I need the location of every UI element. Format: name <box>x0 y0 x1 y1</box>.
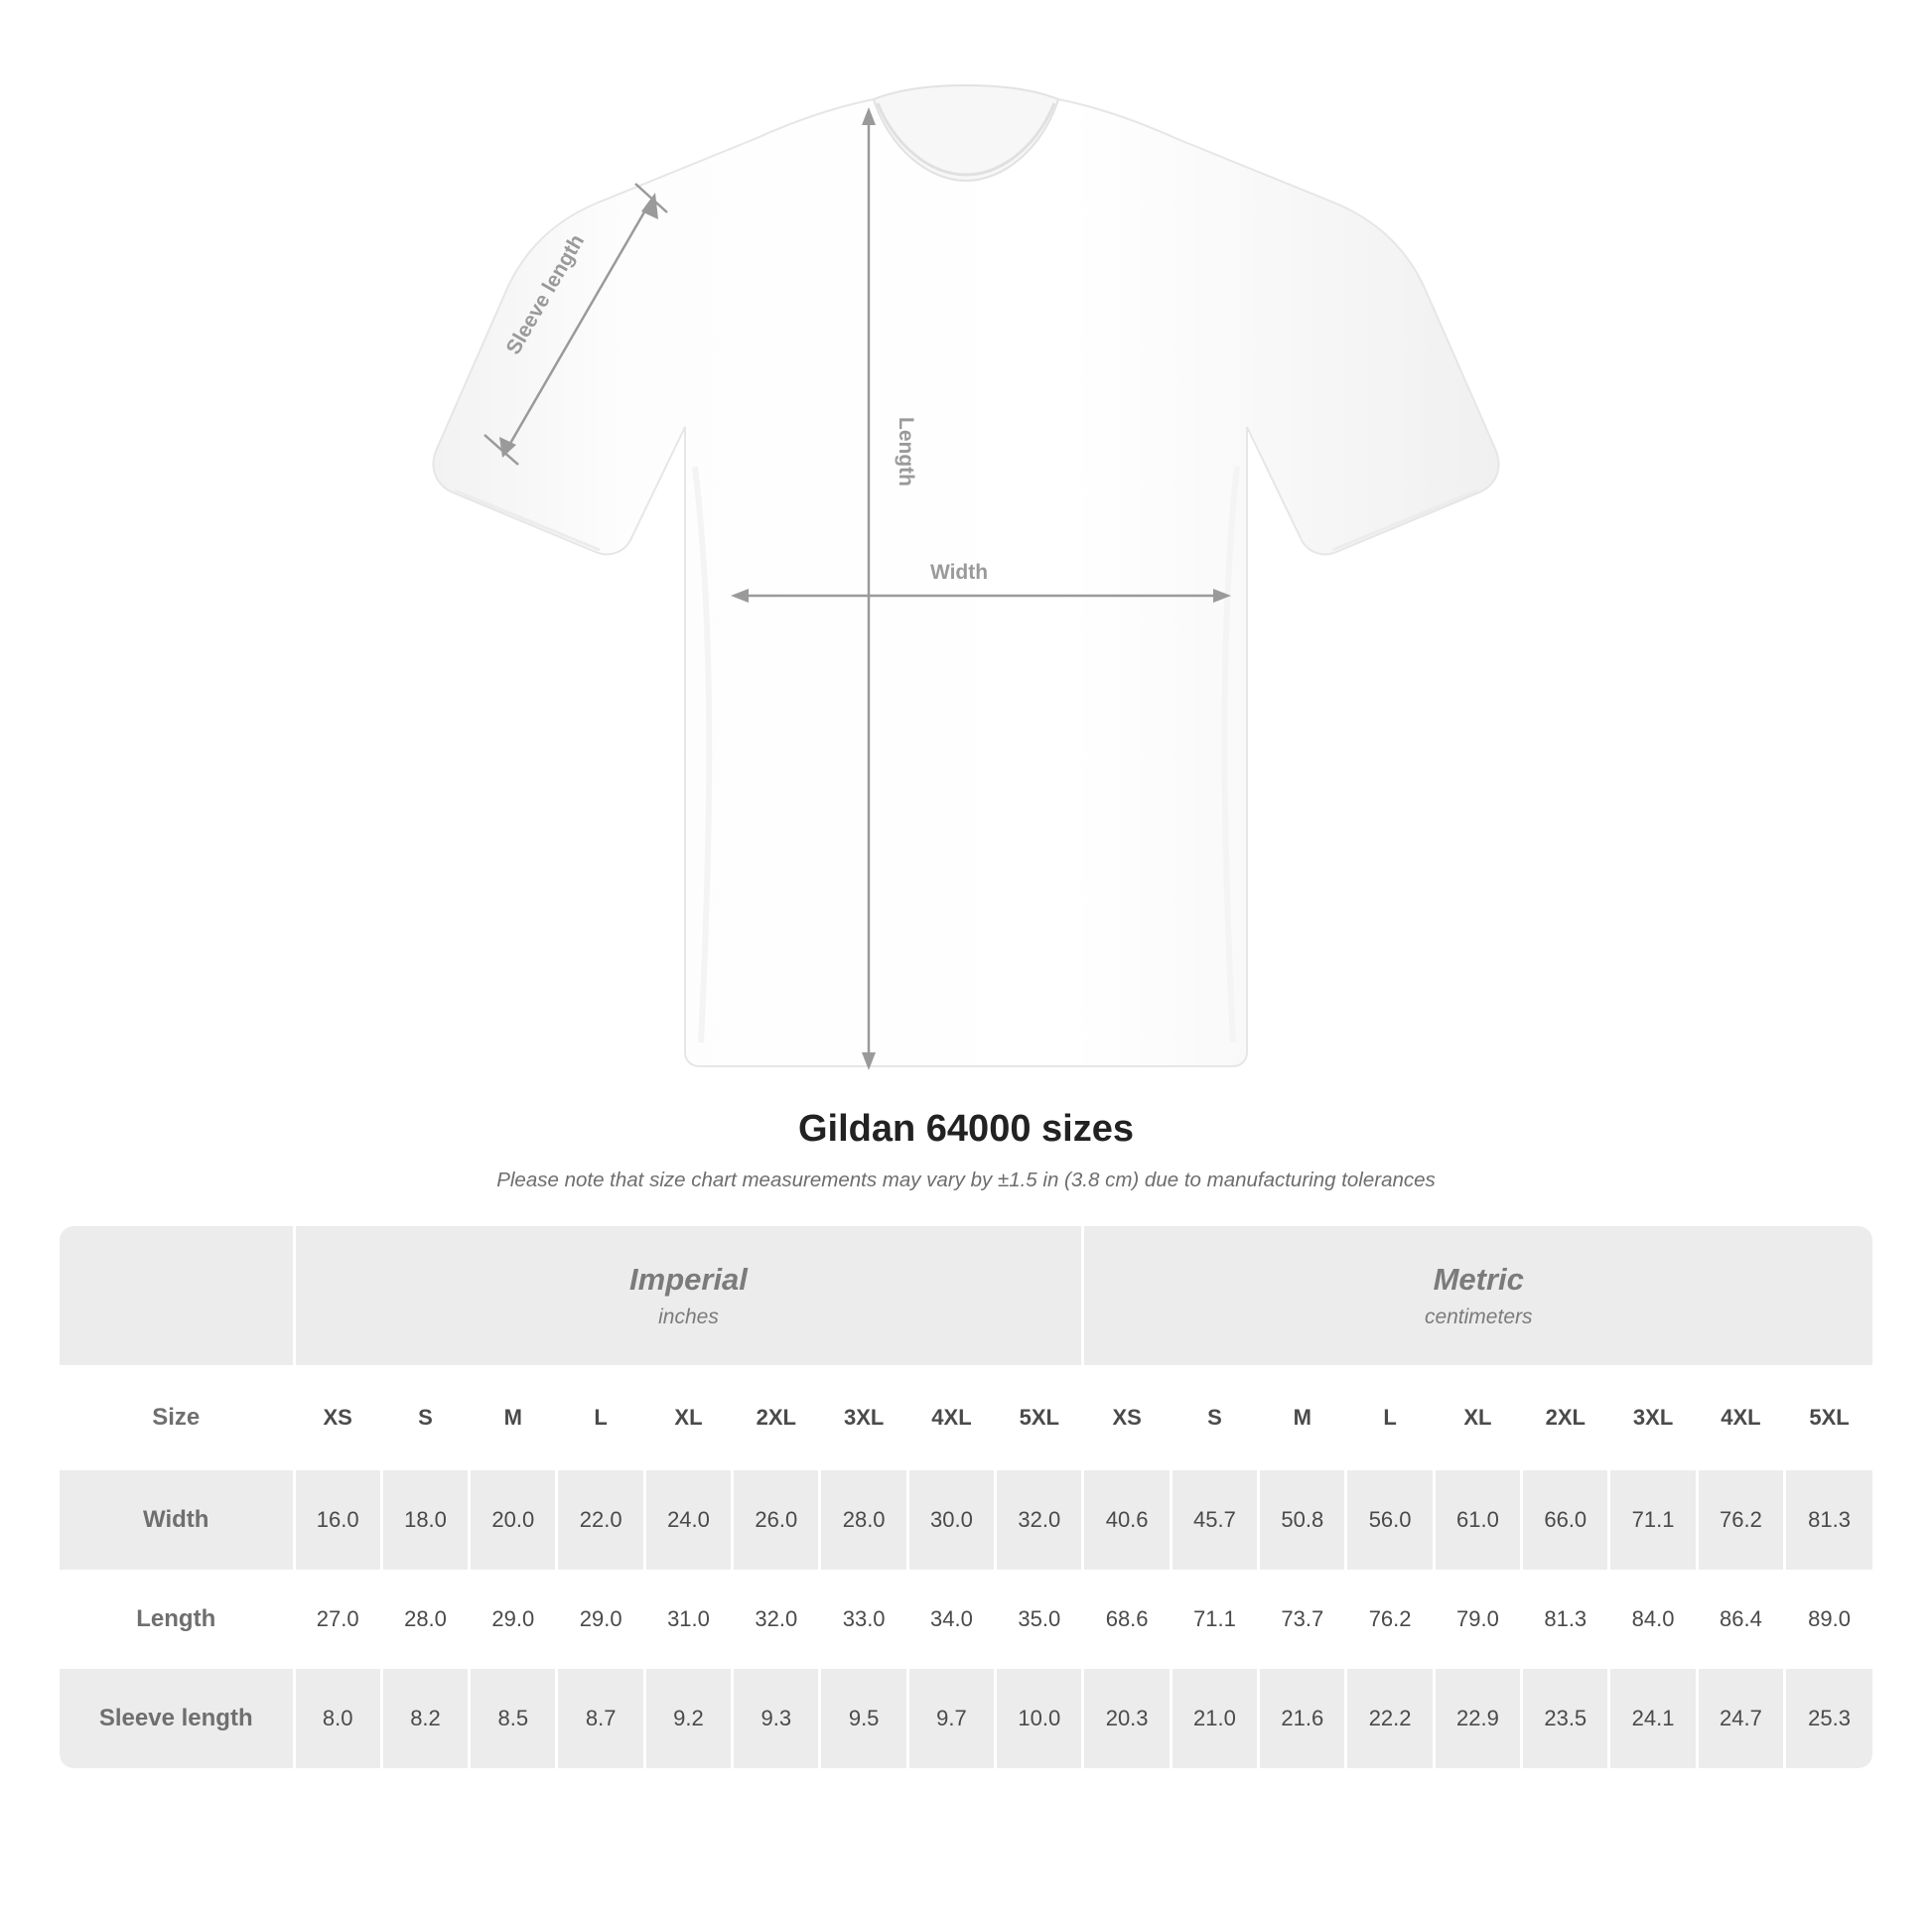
size-header-cell: XL <box>644 1365 732 1470</box>
cell-sleeve-length: 9.7 <box>907 1669 995 1768</box>
size-header-cell: XS <box>1083 1365 1171 1470</box>
cell-length: 73.7 <box>1259 1570 1346 1669</box>
size-header-cell: 3XL <box>820 1365 907 1470</box>
row-label-length: Length <box>60 1570 294 1669</box>
unit-group-metric <box>1083 1226 1872 1365</box>
cell-length: 89.0 <box>1785 1570 1872 1669</box>
size-header-row <box>60 1365 1872 1470</box>
cell-length: 86.4 <box>1697 1570 1784 1669</box>
size-header-cell: S <box>381 1365 469 1470</box>
cell-sleeve-length: 20.3 <box>1083 1669 1171 1768</box>
cell-sleeve-length: 8.0 <box>294 1669 381 1768</box>
cell-length: 81.3 <box>1522 1570 1609 1669</box>
cell-width: 28.0 <box>820 1470 907 1570</box>
unit-header-row <box>60 1226 1872 1365</box>
cell-width: 24.0 <box>644 1470 732 1570</box>
label-sleeve-length: Sleeve length <box>501 230 590 359</box>
size-header-cell: XL <box>1434 1365 1521 1470</box>
cell-sleeve-length: 24.7 <box>1697 1669 1784 1768</box>
cell-sleeve-length: 8.7 <box>557 1669 644 1768</box>
cell-sleeve-length: 23.5 <box>1522 1669 1609 1768</box>
cell-length: 68.6 <box>1083 1570 1171 1669</box>
cell-width: 66.0 <box>1522 1470 1609 1570</box>
title-block <box>0 1108 1932 1192</box>
cell-length: 28.0 <box>381 1570 469 1669</box>
cell-sleeve-length: 10.0 <box>996 1669 1083 1768</box>
cell-width: 32.0 <box>996 1470 1083 1570</box>
cell-length: 33.0 <box>820 1570 907 1669</box>
cell-width: 22.0 <box>557 1470 644 1570</box>
cell-sleeve-length: 21.0 <box>1171 1669 1258 1768</box>
unit-group-imperial-name: Imperial <box>629 1262 748 1298</box>
cell-sleeve-length: 8.2 <box>381 1669 469 1768</box>
size-header-cell: 5XL <box>996 1365 1083 1470</box>
cell-length: 31.0 <box>644 1570 732 1669</box>
cell-length: 29.0 <box>470 1570 557 1669</box>
cell-width: 61.0 <box>1434 1470 1521 1570</box>
size-header-cell: M <box>1259 1365 1346 1470</box>
table-row <box>60 1570 1872 1669</box>
cell-sleeve-length: 25.3 <box>1785 1669 1872 1768</box>
cell-width: 56.0 <box>1346 1470 1434 1570</box>
unit-header-blank <box>60 1226 294 1365</box>
cell-width: 16.0 <box>294 1470 381 1570</box>
size-header-cell: S <box>1171 1365 1258 1470</box>
cell-width: 45.7 <box>1171 1470 1258 1570</box>
cell-length: 84.0 <box>1609 1570 1697 1669</box>
label-length: Length <box>895 417 917 486</box>
size-header-cell: 2XL <box>733 1365 820 1470</box>
size-header-cell: 4XL <box>907 1365 995 1470</box>
size-header-cell: L <box>1346 1365 1434 1470</box>
label-width: Width <box>929 561 989 584</box>
cell-length: 76.2 <box>1346 1570 1434 1669</box>
unit-group-metric-name: Metric <box>1433 1262 1524 1298</box>
cell-length: 71.1 <box>1171 1570 1258 1669</box>
cell-width: 50.8 <box>1259 1470 1346 1570</box>
cell-sleeve-length: 22.2 <box>1346 1669 1434 1768</box>
size-header-cell: XS <box>294 1365 381 1470</box>
cell-length: 32.0 <box>733 1570 820 1669</box>
cell-width: 30.0 <box>907 1470 995 1570</box>
size-header-cell: 4XL <box>1697 1365 1784 1470</box>
cell-length: 79.0 <box>1434 1570 1521 1669</box>
cell-width: 81.3 <box>1785 1470 1872 1570</box>
cell-width: 76.2 <box>1697 1470 1784 1570</box>
size-header-cell: M <box>470 1365 557 1470</box>
row-label-sleeve-length: Sleeve length <box>60 1669 294 1768</box>
cell-sleeve-length: 8.5 <box>470 1669 557 1768</box>
cell-sleeve-length: 21.6 <box>1259 1669 1346 1768</box>
cell-width: 26.0 <box>733 1470 820 1570</box>
page-title: Gildan 64000 sizes <box>798 1108 1134 1150</box>
cell-sleeve-length: 9.3 <box>733 1669 820 1768</box>
cell-sleeve-length: 9.2 <box>644 1669 732 1768</box>
size-header-cell: 2XL <box>1522 1365 1609 1470</box>
tolerance-note: Please note that size chart measurements may vary by ±1.5 in (3.8 cm) due to manufacturing tolerances <box>496 1169 1436 1191</box>
row-label-width: Width <box>60 1470 294 1570</box>
cell-length: 29.0 <box>557 1570 644 1669</box>
cell-length: 34.0 <box>907 1570 995 1669</box>
cell-length: 27.0 <box>294 1570 381 1669</box>
cell-width: 20.0 <box>470 1470 557 1570</box>
unit-group-metric-sub: centimeters <box>1424 1305 1533 1328</box>
unit-group-imperial-sub: inches <box>658 1305 719 1328</box>
cell-width: 40.6 <box>1083 1470 1171 1570</box>
size-header-cell: 5XL <box>1785 1365 1872 1470</box>
unit-group-imperial <box>294 1226 1083 1365</box>
cell-sleeve-length: 24.1 <box>1609 1669 1697 1768</box>
cell-sleeve-length: 9.5 <box>820 1669 907 1768</box>
size-table <box>60 1226 1872 1768</box>
size-table-container <box>60 1226 1872 1768</box>
cell-width: 71.1 <box>1609 1470 1697 1570</box>
size-header-cell: 3XL <box>1609 1365 1697 1470</box>
table-row <box>60 1470 1872 1570</box>
size-header-cell: L <box>557 1365 644 1470</box>
cell-length: 35.0 <box>996 1570 1083 1669</box>
cell-width: 18.0 <box>381 1470 469 1570</box>
cell-sleeve-length: 22.9 <box>1434 1669 1521 1768</box>
size-header-label: Size <box>60 1365 294 1470</box>
table-row <box>60 1669 1872 1768</box>
